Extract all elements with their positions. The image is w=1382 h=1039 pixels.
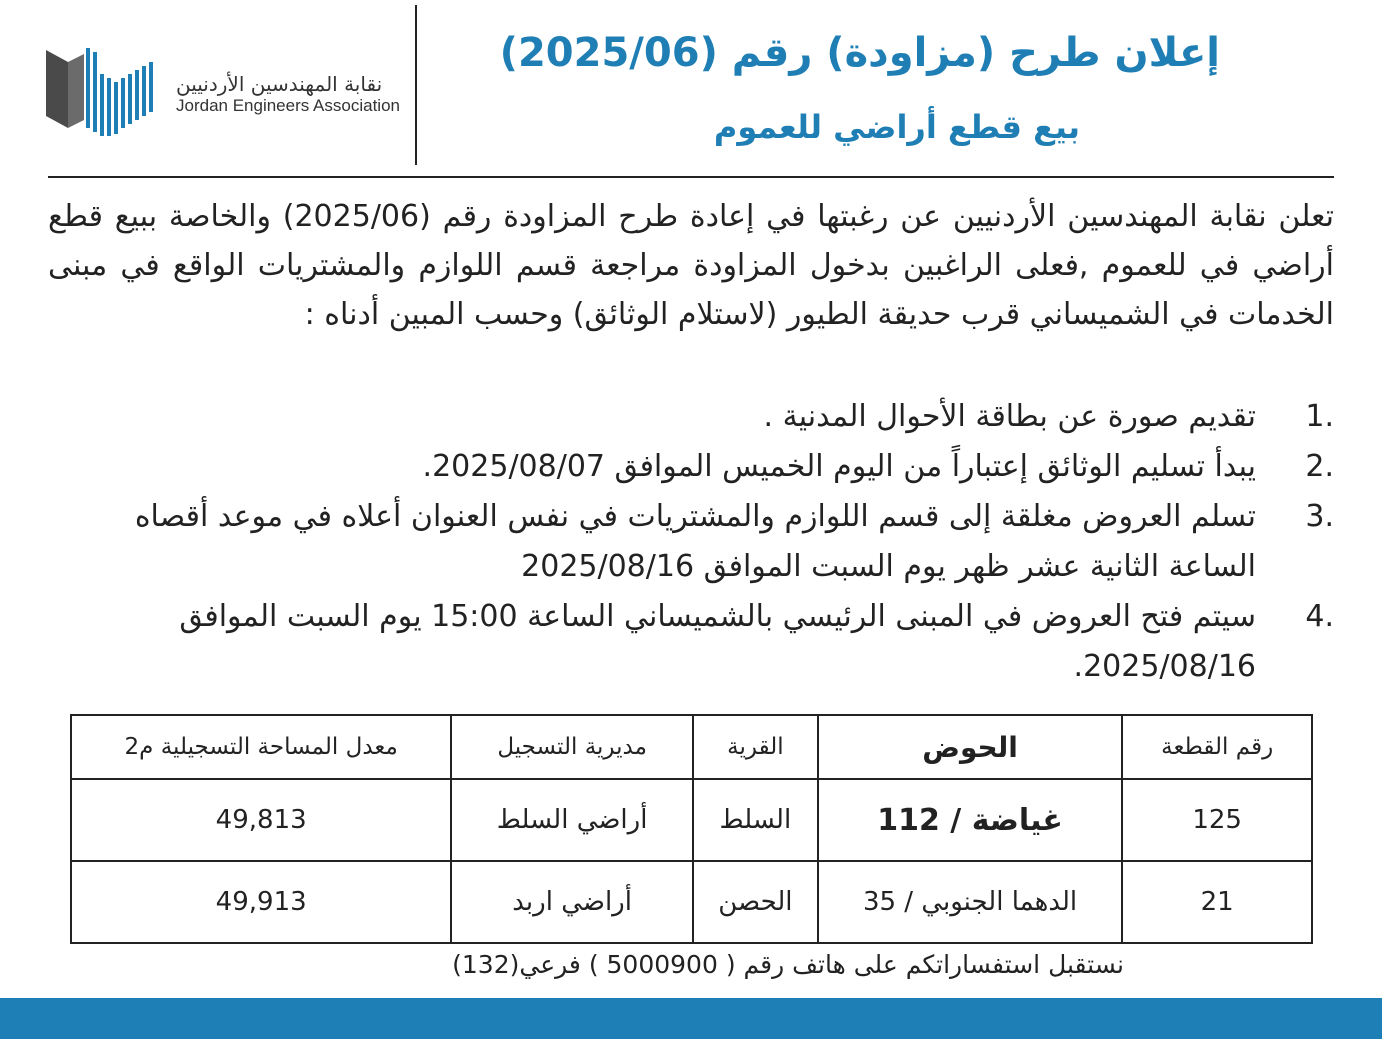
table-row (71, 779, 1312, 861)
list-item (48, 492, 1334, 592)
header-registration-directorate: مديرية التسجيل (451, 715, 693, 779)
contact-note: نستقبل استفساراتكم على هاتف رقم ( 5000900 ) فرعي(132) (452, 950, 1124, 979)
cell-plot-number: 21 (1122, 861, 1312, 943)
jea-logo-icon (46, 44, 156, 140)
list-item-number: 3. (1305, 499, 1334, 534)
cell-village: السلط (693, 779, 818, 861)
list-item (48, 592, 1334, 692)
list-item-text: تسلم العروض مغلقة إلى قسم اللوازم والمشتريات في نفس العنوان أعلاه في موعد أقصاه الساعة الثانية عشر ظهر يوم السبت الموافق 2025/08/16 (134, 499, 1256, 584)
page-title: إعلان طرح (مزاودة) رقم (2025/06) (499, 30, 1220, 76)
cell-basin: الدهما الجنوبي / 35 (818, 861, 1122, 943)
header-village: القرية (693, 715, 818, 779)
list-item-text: سيتم فتح العروض في المبنى الرئيسي بالشميساني الساعة 15:00 يوم السبت الموافق 2025/08/16. (179, 599, 1256, 684)
association-logo (46, 44, 406, 144)
logo-name-arabic: نقابة المهندسين الأردنيين (176, 72, 383, 96)
list-item-number: 4. (1305, 599, 1334, 634)
list-item (48, 442, 1334, 492)
header-area: معدل المساحة التسجيلية م2 (71, 715, 451, 779)
list-item-text: تقديم صورة عن بطاقة الأحوال المدنية . (763, 399, 1256, 434)
cell-registration-directorate: أراضي اربد (451, 861, 693, 943)
table-row (71, 861, 1312, 943)
header-rule (48, 176, 1334, 178)
list-item-number: 2. (1305, 449, 1334, 484)
cell-plot-number: 125 (1122, 779, 1312, 861)
intro-paragraph: تعلن نقابة المهندسين الأردنيين عن رغبتها في إعادة طرح المزاودة رقم (2025/06) والخاصة ببيع قطع أراضي في للعموم ,فعلى الراغبين بدخول المزاودة مراجعة قسم اللوازم والمشتريات الواقع في مبنى الخدمات في الشميساني قرب حديقة الطيور (لاستلام الوثائق) وحسب المبين أدناه : (48, 199, 1334, 332)
cell-basin: غياضة / 112 (818, 779, 1122, 861)
list-item (48, 392, 1334, 442)
header-plot-number: رقم القطعة (1122, 715, 1312, 779)
cell-area: 49,913 (71, 861, 451, 943)
logo-name-english: Jordan Engineers Association (176, 96, 400, 115)
header-divider (415, 5, 417, 165)
cell-village: الحصن (693, 861, 818, 943)
table-header-row (71, 715, 1312, 779)
footer-bar (0, 998, 1382, 1039)
cell-registration-directorate: أراضي السلط (451, 779, 693, 861)
list-item-text: يبدأ تسليم الوثائق إعتباراً من اليوم الخميس الموافق 2025/08/07. (422, 449, 1256, 484)
list-item-number: 1. (1305, 399, 1334, 434)
cell-area: 49,813 (71, 779, 451, 861)
header-basin: الحوض (818, 715, 1122, 779)
land-plots-table (70, 714, 1313, 944)
conditions-list (48, 392, 1334, 692)
page-subtitle: بيع قطع أراضي للعموم (713, 108, 1080, 146)
